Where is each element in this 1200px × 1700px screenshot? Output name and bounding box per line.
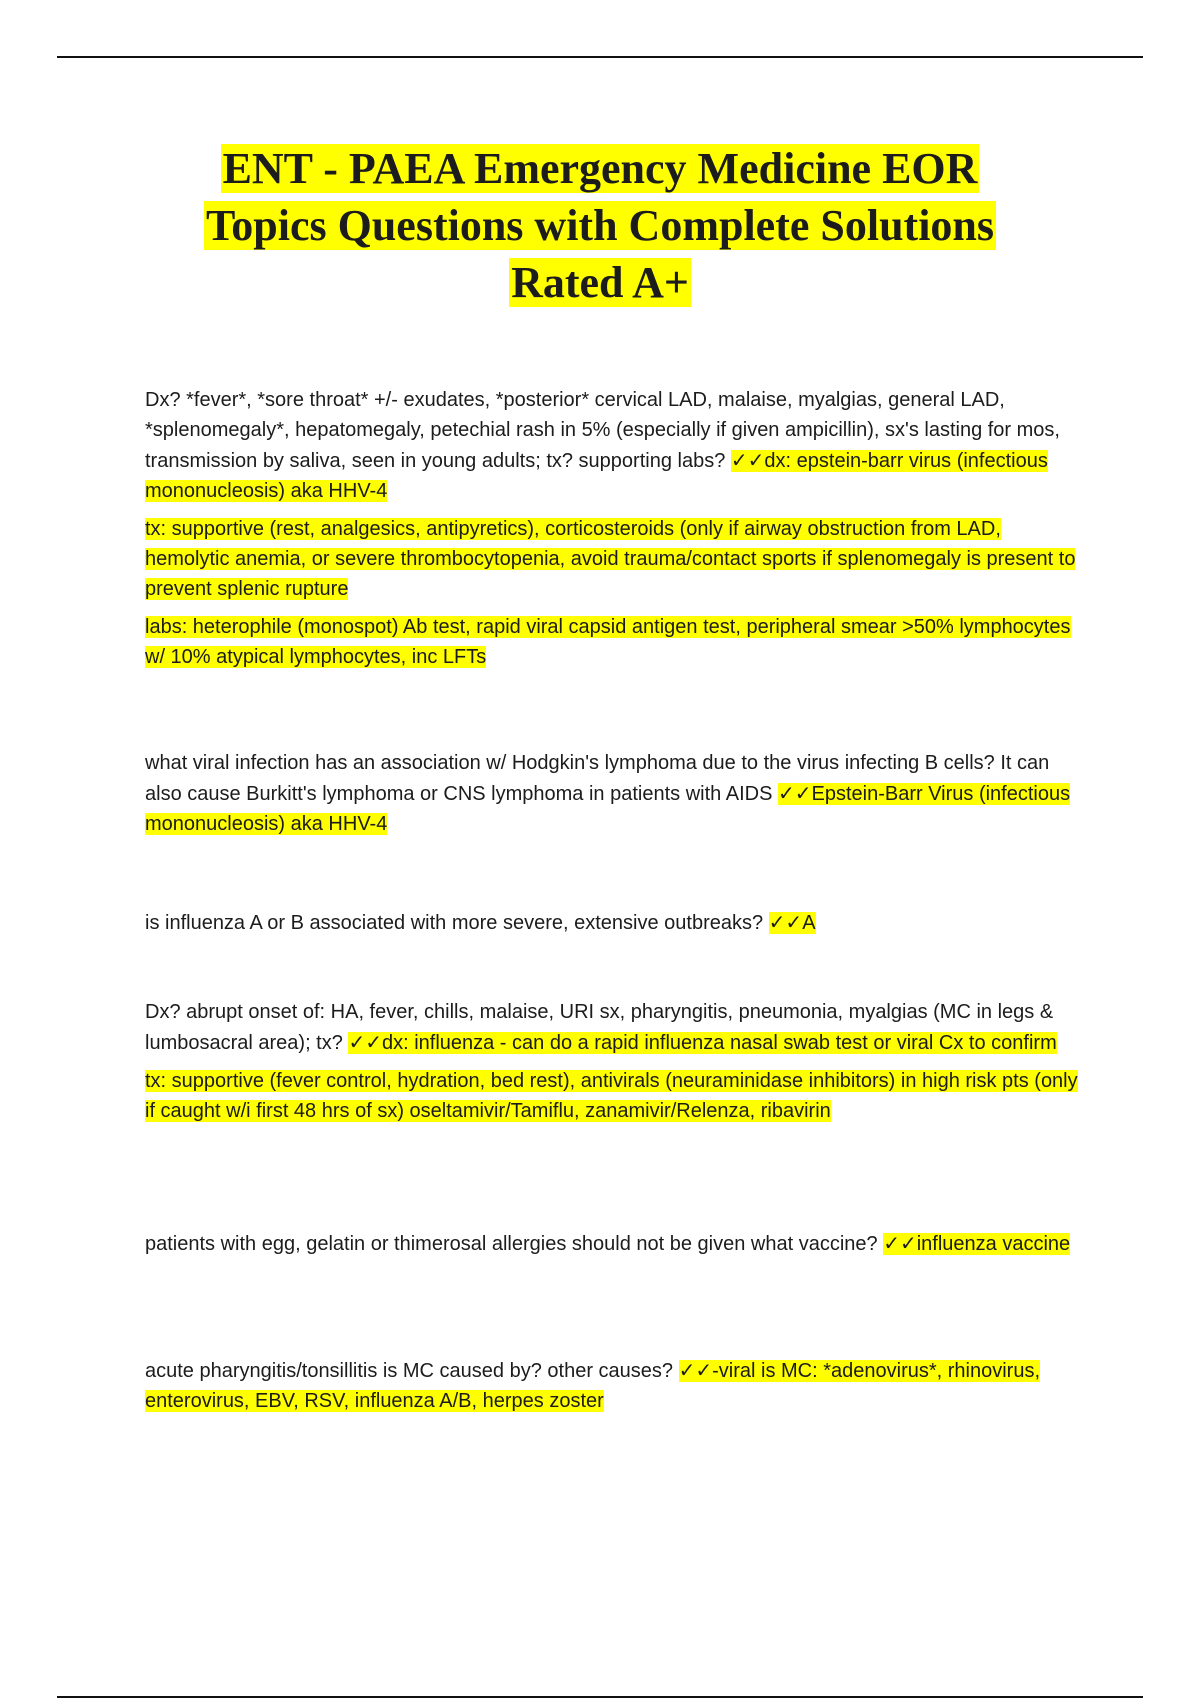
check-mark-icon: ✓✓ bbox=[730, 448, 765, 472]
qa-paragraph bbox=[145, 1228, 1090, 1259]
answer-text: influenza vaccine bbox=[916, 1233, 1071, 1255]
answer-extra-text: tx: supportive (rest, analgesics, antipyretics), corticosteroids (only if airway obstruction from LAD, hemolytic anemia, or severe thrombocytopenia, avoid trauma/contact sports if splenomegaly is present to prevent splenic rupture bbox=[145, 518, 1076, 600]
question-text: is influenza A or B associated with more severe, extensive outbreaks? bbox=[145, 912, 764, 934]
check-mark-icon: ✓✓ bbox=[678, 1358, 713, 1382]
answer-highlight bbox=[769, 912, 816, 934]
answer-text: dx: epstein-barr virus (infectious mononucleosis) aka HHV-4 bbox=[145, 450, 1048, 502]
title-line-2: Topics Questions with Complete Solutions bbox=[205, 201, 995, 250]
title-line-1: ENT - PAEA Emergency Medicine EOR bbox=[222, 144, 978, 193]
check-mark-icon: ✓✓ bbox=[768, 910, 803, 934]
answer-text: dx: influenza - can do a rapid influenza nasal swab test or viral Cx to confirm bbox=[381, 1032, 1057, 1054]
qa-paragraph bbox=[145, 748, 1090, 839]
qa-paragraph bbox=[145, 385, 1090, 506]
answer-text: Epstein-Barr Virus (infectious mononucleosis) aka HHV-4 bbox=[145, 783, 1071, 835]
qa-item-4 bbox=[145, 997, 1090, 1134]
question-text: Dx? *fever*, *sore throat* +/- exudates, *posterior* cervical LAD, malaise, myalgias, general LAD, *splenomegaly*, hepatomegaly, petechial rash in 5% (especially if given ampicillin), sx's lasting for mos, transmission by saliva, seen in young adults; tx? supporting labs? bbox=[145, 389, 1060, 472]
check-mark-icon: ✓✓ bbox=[777, 781, 812, 805]
answer-text: -viral is MC: *adenovirus*, rhinovirus, enterovirus, EBV, RSV, influenza A/B, herpes zoster bbox=[145, 1360, 1041, 1412]
top-rule bbox=[57, 56, 1143, 58]
qa-paragraph bbox=[145, 907, 1090, 938]
qa-item-3 bbox=[145, 907, 1090, 946]
answer-highlight bbox=[348, 1032, 1056, 1054]
title-line-3: Rated A+ bbox=[511, 258, 689, 307]
qa-paragraph bbox=[145, 1355, 1090, 1416]
answer-extra-text: labs: heterophile (monospot) Ab test, rapid viral capsid antigen test, peripheral smear >50% lymphocytes w/ 10% atypical lymphocytes, inc LFTs bbox=[145, 616, 1071, 668]
bottom-rule bbox=[57, 1696, 1143, 1698]
qa-item-6 bbox=[145, 1355, 1090, 1424]
question-text: acute pharyngitis/tonsillitis is MC caused by? other causes? bbox=[145, 1360, 674, 1382]
qa-item-5 bbox=[145, 1228, 1090, 1267]
answer-highlight bbox=[883, 1233, 1070, 1255]
answer-text: A bbox=[802, 912, 816, 934]
document-title bbox=[100, 140, 1100, 311]
question-text: patients with egg, gelatin or thimerosal allergies should not be given what vaccine? bbox=[145, 1233, 878, 1255]
qa-item-1 bbox=[145, 385, 1090, 680]
check-mark-icon: ✓✓ bbox=[883, 1231, 917, 1255]
question-text: Dx? abrupt onset of: HA, fever, chills, malaise, URI sx, pharyngitis, pneumonia, myalgias (MC in legs & lumbosacral area); tx? bbox=[145, 1001, 1054, 1054]
qa-paragraph bbox=[145, 997, 1090, 1058]
qa-paragraph bbox=[145, 612, 1090, 672]
answer-extra-text: tx: supportive (fever control, hydration, bed rest), antivirals (neuraminidase inhibitors) in high risk pts (only if caught w/i first 48 hrs of sx) oseltamivir/Tamiflu, zanamivir/Relenza, ribavirin bbox=[145, 1070, 1078, 1122]
question-text: what viral infection has an association w/ Hodgkin's lymphoma due to the virus infecting B cells? It can also cause Burkitt's lymphoma or CNS lymphoma in patients with AIDS bbox=[145, 752, 1050, 805]
qa-paragraph bbox=[145, 1066, 1090, 1126]
qa-paragraph bbox=[145, 514, 1090, 604]
qa-item-2 bbox=[145, 748, 1090, 847]
check-mark-icon: ✓✓ bbox=[348, 1030, 382, 1054]
